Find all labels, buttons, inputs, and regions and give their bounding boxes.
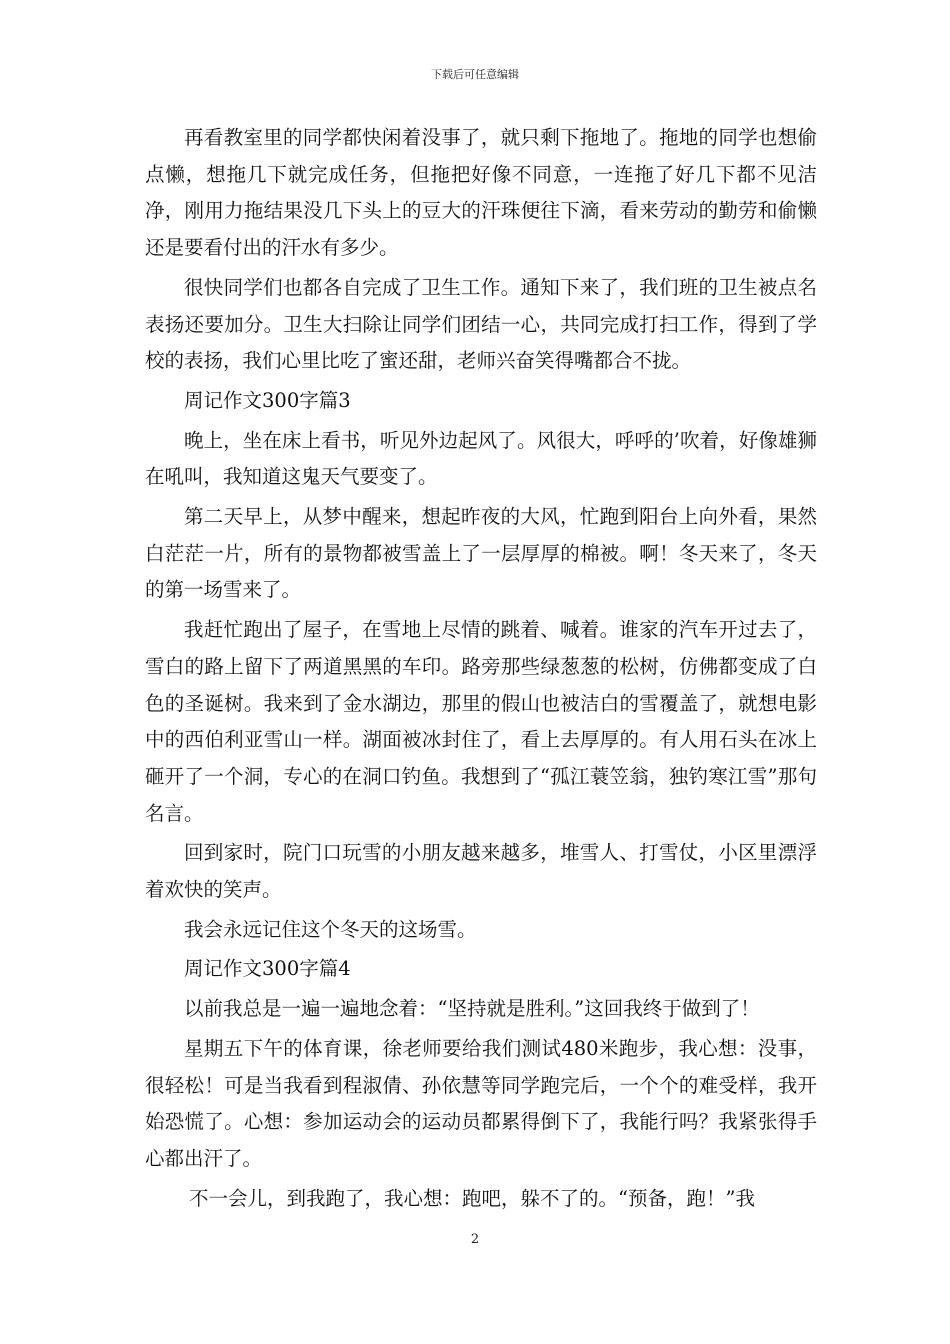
paragraph: 我会永远记住这个冬天的这场雪。 (184, 917, 477, 941)
paragraph: 不一会儿，到我跑了，我心想：跑吧，躲不了的。“预备，跑！”我 (189, 1186, 755, 1210)
page-number: 2 (470, 1232, 480, 1247)
paragraph: 再看教室里的同学都快闲着没事了，就只剩下拖地了。拖地的同学也想偷点懒，想拖几下就完成任务，但拖把好像不同意，一连拖了好几下都不见洁净，刚用力拖结果没几下头上的豆大的汗珠便往下滴，看来劳动的勤劳和偷懒还是要看付出的汗水有多少。 (145, 126, 817, 260)
paragraph: 很快同学们也都各自完成了卫生工作。通知下来了，我们班的卫生被点名表扬还要加分。卫生大扫除让同学们团结一心，共同完成打扫工作，得到了学校的表扬，我们心里比吃了蜜还甜，老师兴奋笑得嘴都合不拢。 (145, 275, 817, 373)
paragraph: 第二天早上，从梦中醒来，想起昨夜的大风，忙跑到阳台上向外看，果然白茫茫一片，所有的景物都被雪盖上了一层厚厚的棉被。啊！冬天来了，冬天的第一场雪来了。 (145, 505, 817, 602)
paragraph: 晚上，坐在床上看书，听见外边起风了。风很大，呼呼的’吹着，好像雄狮在吼叫，我知道这鬼天气要变了。 (145, 428, 817, 489)
paragraph: 以前我总是一遍一遍地念着：“坚持就是胜利。”这回我终于做到了！ (184, 997, 760, 1021)
page-header: 下载后可任意编辑 (431, 68, 519, 81)
paragraph: 回到家时，院门口玩雪的小朋友越来越多，堆雪人、打雪仗，小区里漂浮着欢快的笑声。 (145, 841, 817, 902)
document-body (145, 120, 817, 1220)
paragraph: 星期五下午的体育课，徐老师要给我们测试480米跑步，我心想：没事，很轻松！可是当我看到程淑倩、孙依慧等同学跑完后，一个个的难受样，我开始恐慌了。心想：参加运动会的运动员都累得倒下了，我能行吗？我紧张得手心都出汗了。 (145, 1036, 817, 1170)
section-heading: 周记作文300字篇4 (184, 957, 351, 981)
section-heading: 周记作文300字篇3 (184, 388, 351, 412)
paragraph: 我赶忙跑出了屋子，在雪地上尽情的跳着、喊着。谁家的汽车开过去了，雪白的路上留下了两道黑黑的车印。路旁那些绿葱葱的松树，仿佛都变成了白色的圣诞树。我来到了金水湖边，那里的假山也被洁白的雪覆盖了，就想电影中的西伯利亚雪山一样。湖面被冰封住了，看上去厚厚的。有人用石头在冰上砸开了一个洞，专心的在洞口钓鱼。我想到了“孤江蓑笠翁，独钓寒江雪”那句名言。 (145, 618, 817, 825)
